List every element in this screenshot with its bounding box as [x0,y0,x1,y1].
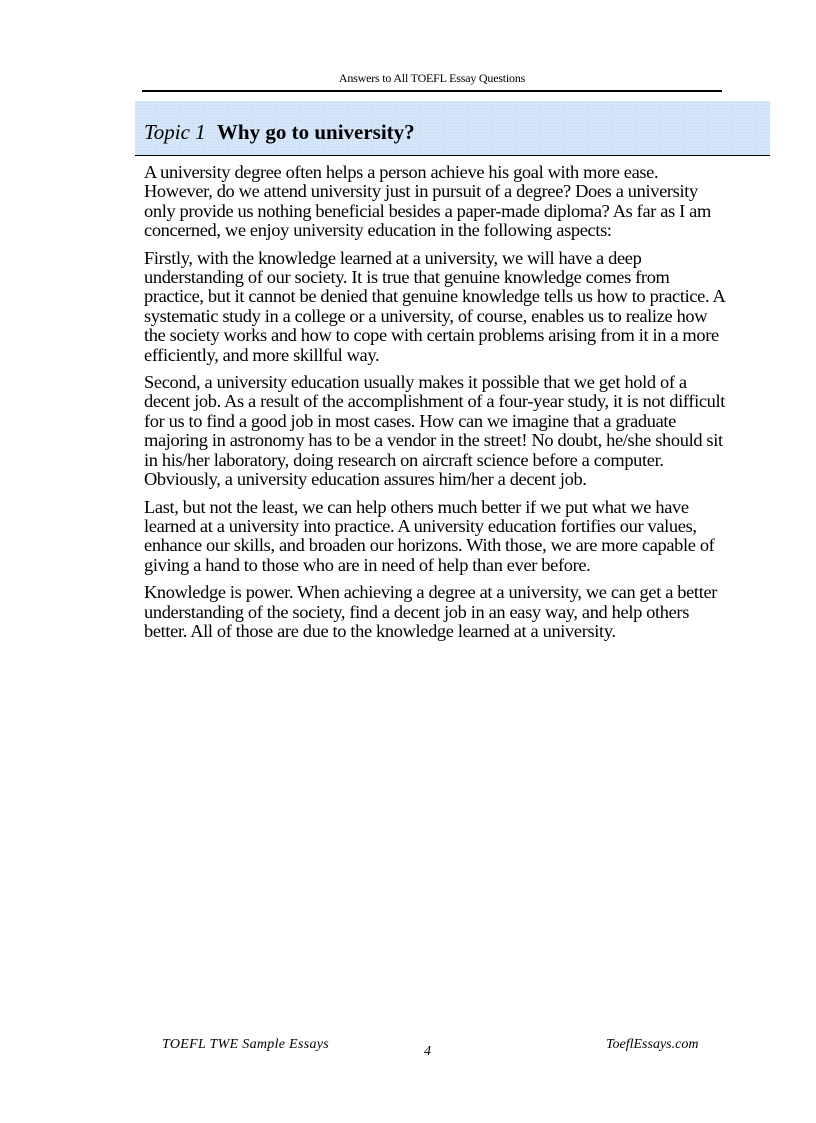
footer-book-title: TOEFL TWE Sample Essays [162,1037,330,1052]
essay-body [144,163,726,649]
topic-number: Topic 1 [144,120,206,144]
page-number: 4 [424,1044,431,1059]
essay-paragraph-second-point: Second, a university education usually makes it possible that we get hold of a decent job. As a result of the accomplishment of a four-year study, it is not difficult for us to find a good job in most cases. How can we imagine that a graduate majoring in astronomy has to be a vendor in the street! No doubt, he/she should sit in his/her laboratory, doing research on aircraft science before a computer. Obviously, a university education assures him/her a decent job. [144,372,726,490]
essay-paragraph-intro: A university degree often helps a person achieve his goal with more ease. However, do we attend university just in pursuit of a degree? Does a university only provide us nothing beneficial besides a paper-made diploma? As far as I am concerned, we enjoy university education in the following aspects: [144,162,711,241]
footer-website: ToeflEssays.com [606,1037,699,1052]
running-header: Answers to All TOEFL Essay Questions [338,71,526,85]
essay-paragraph-first-point: Firstly, with the knowledge learned at a university, we will have a deep understanding of our society. It is true that genuine knowledge comes from practice, but it cannot be denied that genuine knowledge tells us how to practice. A systematic study in a college or a university, of course, enables us to realize how the society works and how to cope with certain problems arising from it in a more efficiently, and more skillful way. [144,247,725,365]
essay-paragraph-conclusion: Knowledge is power. When achieving a degree at a university, we can get a better understanding of the society, find a decent job in an easy way, and help others better. All of those are due to the knowledge learned at a university. [144,582,718,641]
topic-question: Why go to university? [216,120,415,144]
topic-banner [135,101,770,156]
header-rule [142,90,722,92]
topic-title [144,119,415,145]
essay-paragraph-third-point: Last, but not the least, we can help others much better if we put what we have learned at a university into practice. A university education fortifies our values, enhance our skills, and broaden our horizons. With those, we are more capable of giving a hand to those who are in need of help than ever before. [144,496,715,575]
